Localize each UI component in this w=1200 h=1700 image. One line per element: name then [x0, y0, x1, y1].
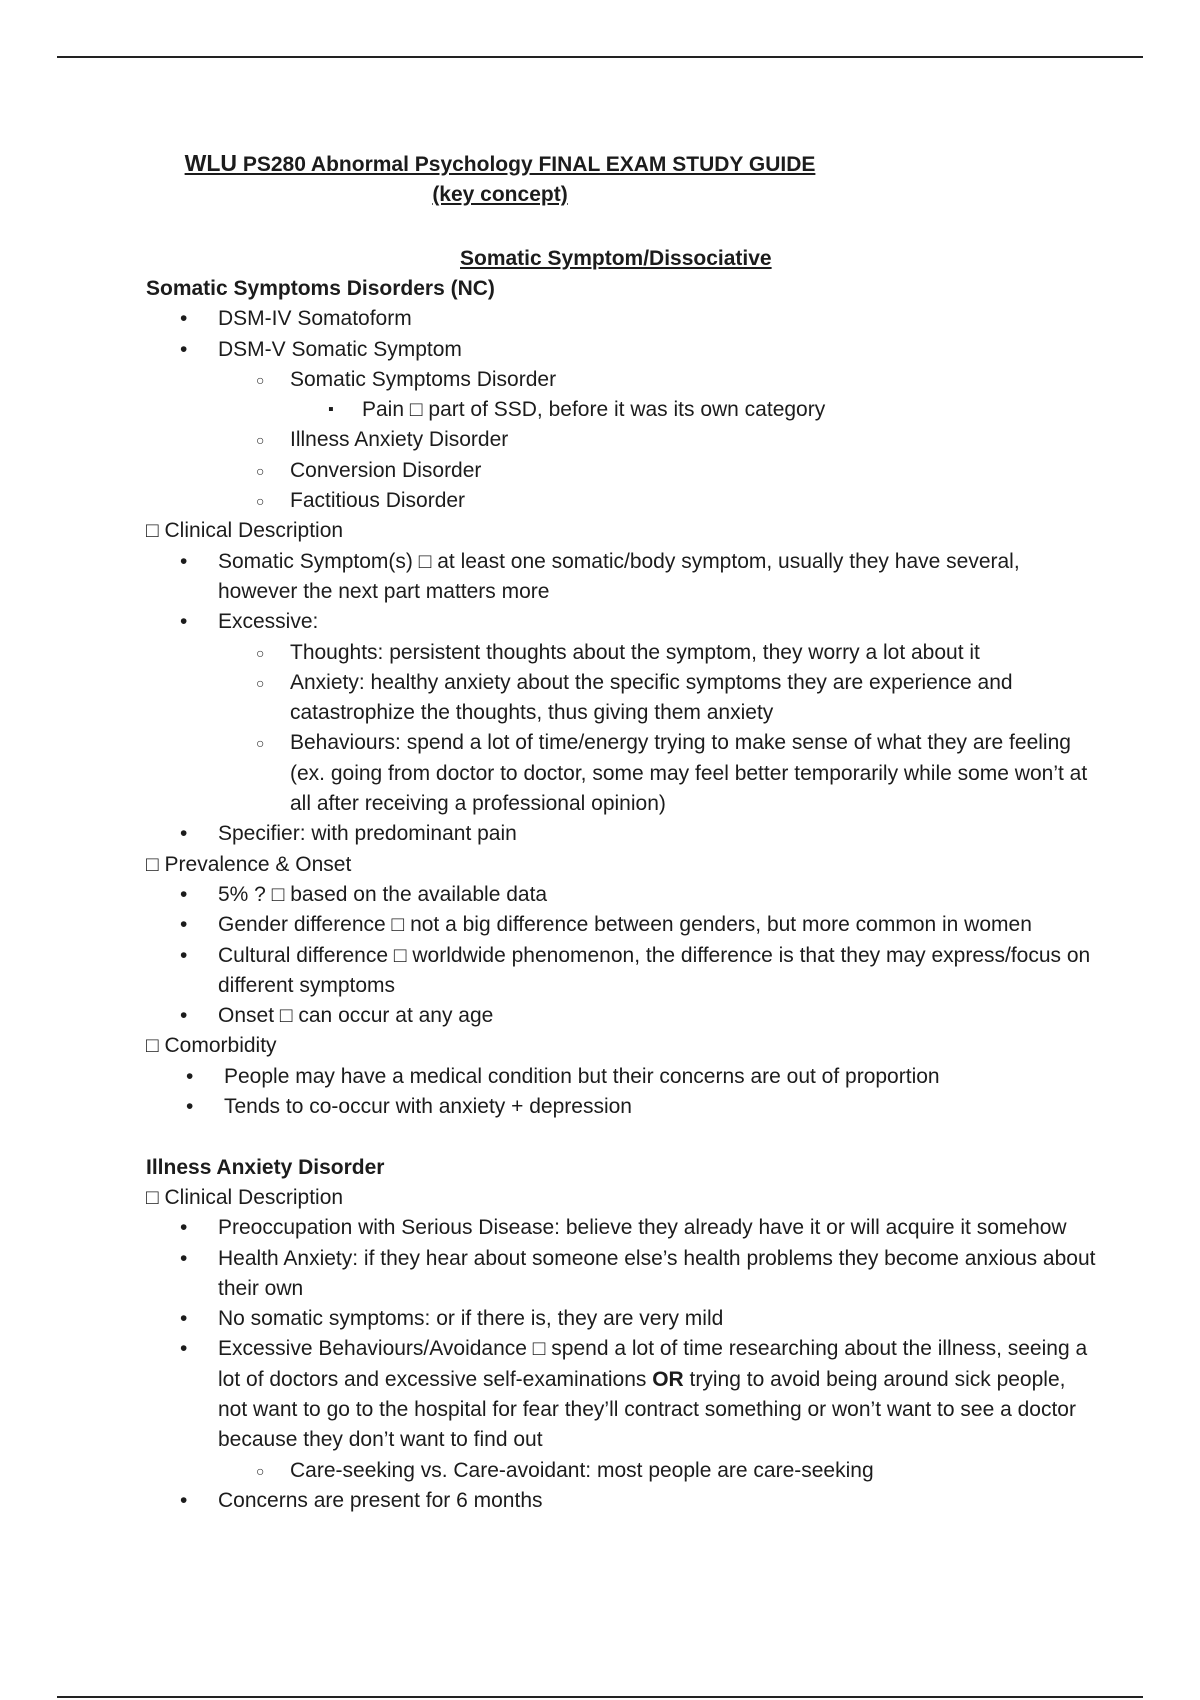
list-item: • Preoccupation with Serious Disease: believe they already have it or will acquire it somehow — [218, 1213, 1096, 1243]
ssd-overview-list — [146, 304, 1096, 516]
list-item: • Health Anxiety: if they hear about someone else’s health problems they become anxious about their own — [218, 1244, 1096, 1305]
list-item-text: Somatic Symptoms Disorder — [290, 367, 557, 391]
list-item — [218, 335, 1096, 517]
list-item: • Cultural difference □ worldwide phenomenon, the difference is that they may express/focus on different symptoms — [218, 941, 1096, 1002]
list-item-text: Excessive: — [218, 610, 319, 634]
ssd-comorbidity-list — [146, 1062, 1096, 1123]
document-title — [170, 148, 830, 210]
ssd-prevalence-label: □ Prevalence & Onset — [146, 852, 352, 876]
list-item: ▪ Pain □ part of SSD, before it was its own category — [362, 395, 1096, 425]
list-item: ○ Behaviours: spend a lot of time/energy trying to make sense of what they are feeling (ex. going from doctor to doctor, some may feel better temporarily while some won’t at all after receiving a professional opinion) — [290, 728, 1096, 819]
list-item — [290, 365, 1096, 426]
iad-clinical-label: □ Clinical Description — [146, 1185, 344, 1209]
list-item-text: trying to avoid being around sick people, not want to go to the hospital for fear they’ll contract something or won’t want to see a doctor because they don’t want to find out — [218, 1367, 1076, 1452]
list-item: • Somatic Symptom(s) □ at least one somatic/body symptom, usually they have several, however the next part matters more — [218, 547, 1096, 608]
list-item: • Specifier: with predominant pain — [218, 819, 1096, 849]
bottom-rule — [57, 1696, 1143, 1698]
top-rule — [57, 56, 1143, 58]
list-item-text: Excessive Behaviours/Avoidance □ spend a lot of time researching about the illness, seeing a lot of doctors and excessive self-examinations — [218, 1337, 1088, 1391]
list-item — [218, 1334, 1096, 1485]
list-item: ○ Anxiety: healthy anxiety about the specific symptoms they are experience and catastrophize the thoughts, thus giving them anxiety — [290, 668, 1096, 729]
list-item: ○ Care-seeking vs. Care-avoidant: most people are care-seeking — [290, 1456, 1096, 1486]
list-item: • Concerns are present for 6 months — [218, 1486, 1096, 1516]
list-item: • People may have a medical condition but their concerns are out of proportion — [224, 1062, 1096, 1092]
list-item-text: DSM-V Somatic Symptom — [218, 337, 462, 361]
ssd-sublist — [290, 395, 1096, 425]
list-item: • DSM-IV Somatoform — [218, 304, 1096, 334]
ssd-heading: Somatic Symptoms Disorders (NC) — [146, 277, 495, 300]
list-item: • No somatic symptoms: or if there is, they are very mild — [218, 1304, 1096, 1334]
ssd-comorbidity-label: □ Comorbidity — [146, 1034, 277, 1058]
list-item: ○ Conversion Disorder — [290, 456, 1096, 486]
dsm5-sublist — [218, 365, 1096, 516]
title-prefix: WLU — [184, 150, 237, 176]
list-item: • Onset □ can occur at any age — [218, 1001, 1096, 1031]
document-body — [146, 274, 1096, 1516]
list-item: ○ Factitious Disorder — [290, 486, 1096, 516]
care-sublist — [218, 1456, 1096, 1486]
list-item: • Tends to co-occur with anxiety + depression — [224, 1092, 1096, 1122]
list-item: • Gender difference □ not a big difference between genders, but more common in women — [218, 910, 1096, 940]
iad-clinical-list — [146, 1213, 1096, 1516]
ssd-clinical-label: □ Clinical Description — [146, 519, 344, 543]
excessive-sublist — [218, 638, 1096, 820]
ssd-clinical-list — [146, 547, 1096, 850]
list-item: • 5% ? □ based on the available data — [218, 880, 1096, 910]
list-item — [218, 607, 1096, 819]
ssd-prevalence-list — [146, 880, 1096, 1031]
spacer — [146, 1122, 1096, 1152]
list-item: ○ Illness Anxiety Disorder — [290, 425, 1096, 455]
title-rest: PS280 Abnormal Psychology FINAL EXAM STUDY GUIDE (key concept) — [236, 153, 816, 206]
list-item: ○ Thoughts: persistent thoughts about the symptom, they worry a lot about it — [290, 638, 1096, 668]
emphasis-or: OR — [652, 1367, 684, 1391]
section-title: Somatic Symptom/Dissociative — [460, 247, 772, 270]
iad-heading: Illness Anxiety Disorder — [146, 1155, 385, 1179]
